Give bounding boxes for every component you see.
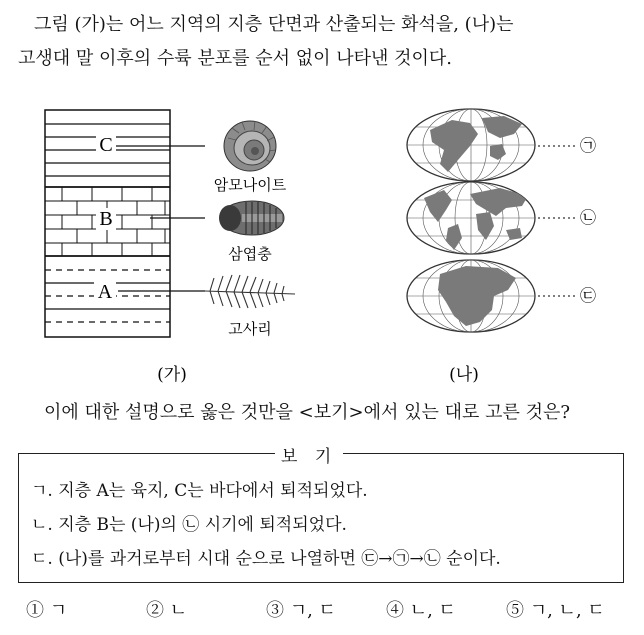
bogi-item-1: ㄱ. 지층 A는 육지, C는 바다에서 퇴적되었다.: [31, 481, 368, 501]
world-map-3: [400, 260, 540, 332]
choice-3[interactable]: ③ ㄱ, ㄷ: [266, 600, 336, 621]
intro-line-2: 고생대 말 이후의 수륙 분포를 순서 없이 나타낸 것이다.: [18, 48, 453, 69]
bogi-box: [18, 447, 624, 583]
fern-icon: [205, 275, 295, 308]
ammonite-icon: [224, 121, 276, 171]
question-text: 이에 대한 설명으로 옳은 것만을 <보기>에서 있는 대로 고른 것은?: [44, 402, 571, 423]
caption-na: (나): [449, 365, 479, 385]
strata-column: [45, 110, 205, 337]
fossil-label-fern: 고사리: [228, 320, 272, 338]
figure-area: [0, 90, 644, 390]
caption-ga: (가): [157, 365, 187, 385]
layer-c-label: C: [99, 134, 113, 156]
map-label-3: ㉢: [579, 286, 597, 305]
fossil-label-trilobite: 삼엽충: [228, 245, 272, 263]
choice-4[interactable]: ④ ㄴ, ㄷ: [386, 600, 456, 621]
intro-line-1: 그림 (가)는 어느 지역의 지층 단면과 산출되는 화석을, (나)는: [34, 14, 514, 35]
layer-a-label: A: [97, 281, 113, 303]
bogi-item-2: ㄴ. 지층 B는 (나)의 ㉡ 시기에 퇴적되었다.: [31, 515, 347, 535]
bogi-item-3: ㄷ. (나)를 과거로부터 시대 순으로 나열하면 ㉢→㉠→㉡ 순이다.: [31, 549, 501, 569]
choice-2[interactable]: ② ㄴ: [146, 600, 188, 621]
question-intro: [18, 8, 638, 76]
layer-b-label: B: [99, 208, 113, 230]
trilobite-icon: [219, 201, 284, 235]
world-map-1: [400, 109, 540, 181]
bogi-title: 보 기: [275, 442, 343, 467]
map-label-1: ㉠: [579, 136, 597, 155]
fossil-label-ammonite: 암모나이트: [213, 176, 287, 194]
figure-svg: [0, 90, 644, 390]
world-map-2: [400, 182, 540, 254]
map-label-2: ㉡: [579, 208, 597, 227]
choice-5[interactable]: ⑤ ㄱ, ㄴ, ㄷ: [506, 600, 605, 621]
choice-1[interactable]: ① ㄱ: [26, 600, 68, 621]
